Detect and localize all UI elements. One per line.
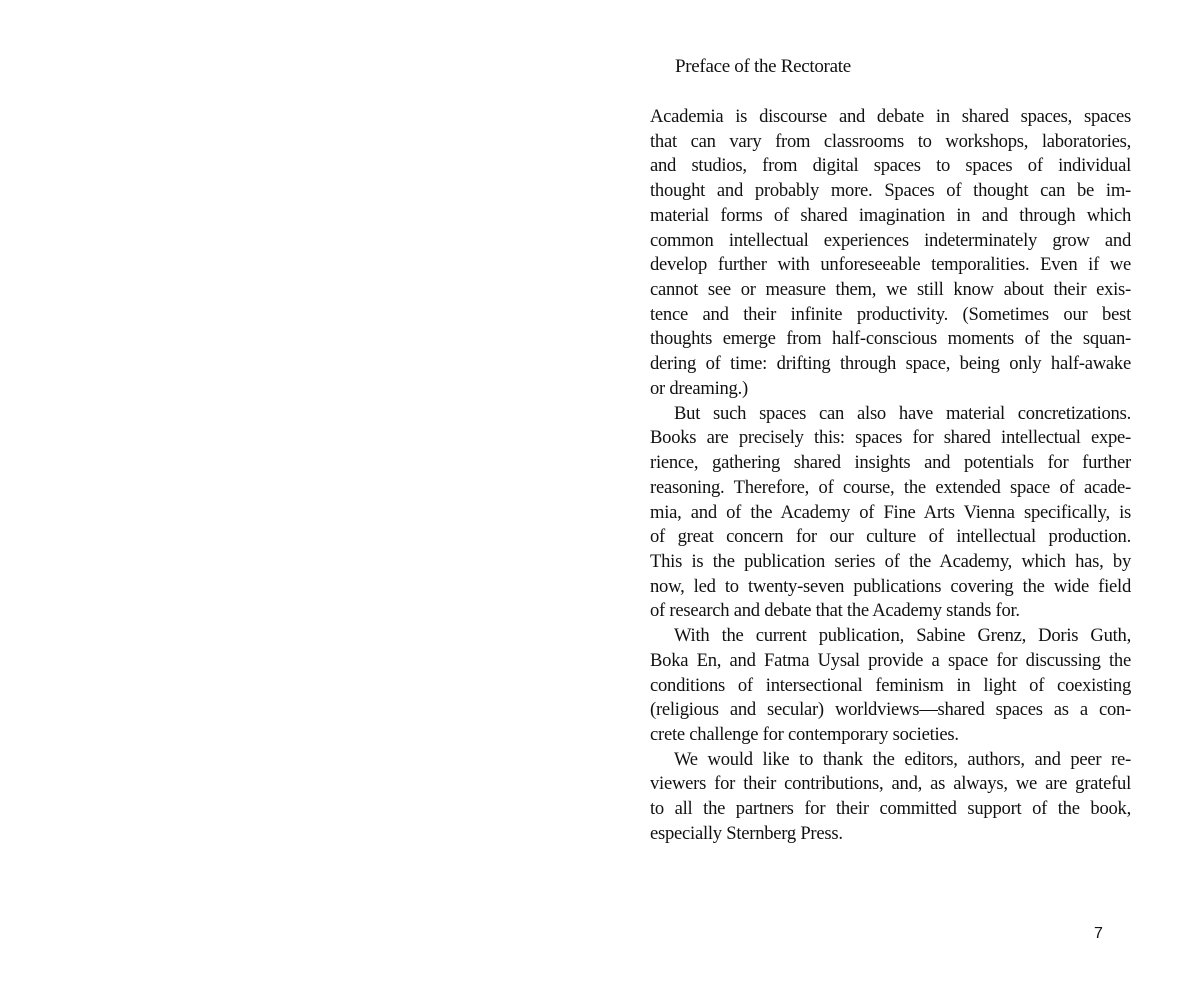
page-number: 7: [1094, 925, 1103, 942]
text-line: conditions of intersectional feminism in light of coexisting: [650, 674, 1131, 696]
text-line: to all the partners for their committed support of the book,: [650, 798, 1131, 820]
text-line: We would like to thank the editors, authors, and peer re-: [674, 748, 1131, 770]
text-line: crete challenge for contemporary societies.: [650, 723, 959, 745]
text-line: thoughts emerge from half-conscious moments of the squan-: [650, 328, 1131, 350]
text-line: of great concern for our culture of intellectual production.: [650, 526, 1131, 548]
paragraph: [650, 748, 1131, 847]
text-line: Boka En, and Fatma Uysal provide a space for discussing the: [650, 649, 1131, 671]
text-line: cannot see or measure them, we still know about their exis-: [650, 279, 1131, 301]
paragraph: [650, 402, 1131, 624]
body-text: [650, 105, 1131, 847]
text-line: material forms of shared imagination in and through which: [650, 204, 1131, 226]
text-line: of research and debate that the Academy stands for.: [650, 600, 1020, 622]
text-line: reasoning. Therefore, of course, the extended space of acade-: [650, 476, 1131, 498]
text-line: dering of time: drifting through space, being only half-awake: [650, 353, 1131, 375]
chapter-title: Preface of the Rectorate: [675, 56, 851, 77]
text-line: tence and their infinite productivity. (Sometimes our best: [650, 303, 1131, 325]
text-line: Academia is discourse and debate in shared spaces, spaces: [650, 106, 1131, 127]
text-line: This is the publication series of the Academy, which has, by: [650, 550, 1131, 572]
text-line: and studios, from digital spaces to spaces of individual: [650, 155, 1131, 177]
text-line: or dreaming.): [650, 377, 748, 399]
text-line: thought and probably more. Spaces of thought can be im-: [650, 180, 1131, 202]
text-line: (religious and secular) worldviews—shared spaces as a con-: [650, 699, 1131, 721]
text-line: With the current publication, Sabine Grenz, Doris Guth,: [674, 625, 1131, 647]
text-line: now, led to twenty-seven publications covering the wide field: [650, 575, 1131, 597]
text-line: especially Sternberg Press.: [650, 822, 843, 844]
text-line: mia, and of the Academy of Fine Arts Vienna specifically, is: [650, 501, 1131, 523]
text-line: develop further with unforeseeable temporalities. Even if we: [650, 254, 1131, 276]
text-line: that can vary from classrooms to workshops, laboratories,: [650, 130, 1131, 152]
text-line: viewers for their contributions, and, as always, we are grateful: [650, 773, 1131, 795]
text-line: rience, gathering shared insights and potentials for further: [650, 452, 1131, 474]
text-line: common intellectual experiences indeterminately grow and: [650, 229, 1131, 251]
text-line: But such spaces can also have material concretizations.: [674, 402, 1131, 424]
paragraph: [650, 105, 1131, 402]
paragraph: [650, 624, 1131, 748]
text-line: Books are precisely this: spaces for shared intellectual expe-: [650, 427, 1131, 449]
